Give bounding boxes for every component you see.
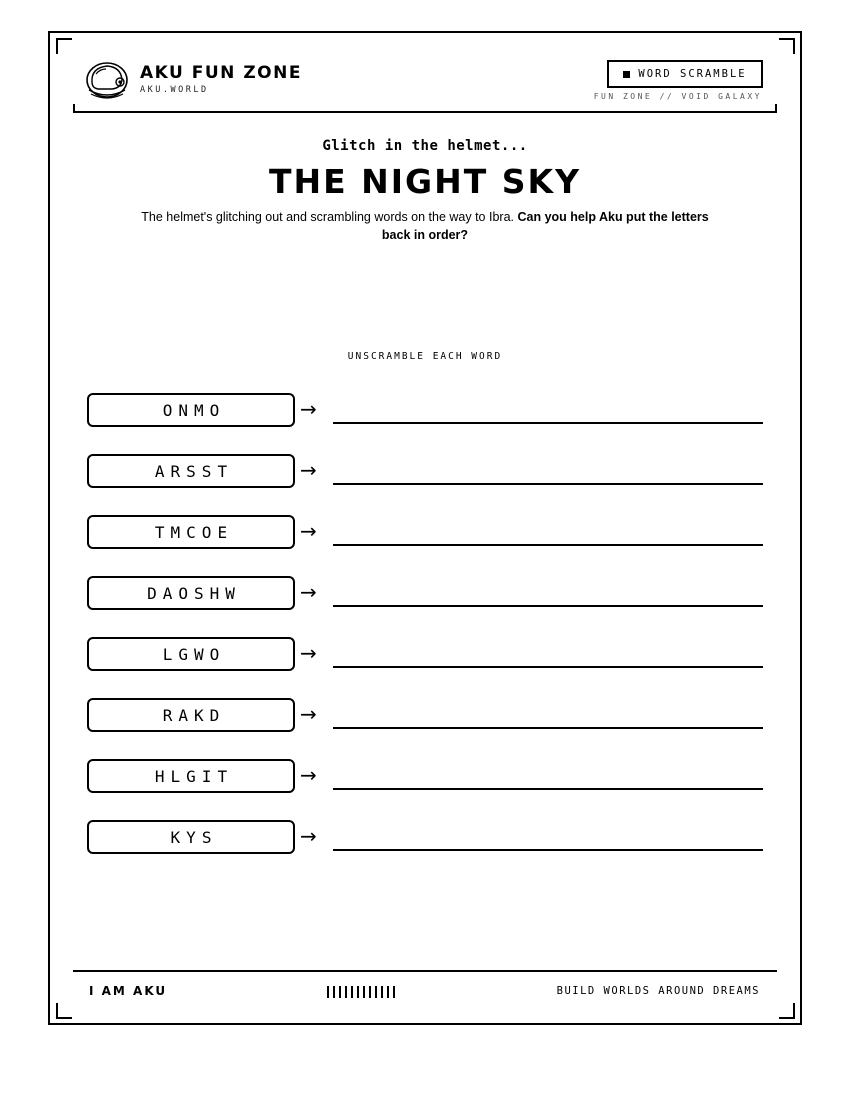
header-divider: [73, 111, 777, 113]
right-arrow-icon: →: [300, 641, 317, 665]
intro-paragraph: [130, 208, 720, 244]
word-row: [87, 637, 763, 671]
word-row: [87, 393, 763, 427]
answer-line[interactable]: [333, 483, 763, 485]
answer-line[interactable]: [333, 727, 763, 729]
right-arrow-icon: →: [300, 397, 317, 421]
answer-line[interactable]: [333, 605, 763, 607]
answer-line[interactable]: [333, 544, 763, 546]
badge-subtitle: FUN ZONE // VOID GALAXY: [593, 92, 762, 101]
answer-line[interactable]: [333, 788, 763, 790]
scrambled-word-box: ONMO: [87, 393, 295, 427]
right-arrow-icon: →: [300, 519, 317, 543]
astronaut-helmet-icon: [86, 60, 130, 100]
word-row: [87, 515, 763, 549]
answer-line[interactable]: [333, 666, 763, 668]
right-arrow-icon: →: [300, 702, 317, 726]
right-arrow-icon: →: [300, 580, 317, 604]
scrambled-word-box: HLGIT: [87, 759, 295, 793]
word-row: [87, 454, 763, 488]
word-row: [87, 576, 763, 610]
square-bullet-icon: [623, 71, 630, 78]
barcode-icon: [327, 986, 395, 998]
header-divider-tick-right: [775, 104, 777, 113]
category-badge: [607, 60, 763, 88]
footer-motto: BUILD WORLDS AROUND DREAMS: [556, 985, 760, 997]
footer-tagline: I AM AKU: [89, 984, 168, 998]
corner-mark-bottom-left: [56, 1003, 72, 1019]
answer-line[interactable]: [333, 849, 763, 851]
scrambled-word-box: LGWO: [87, 637, 295, 671]
page-title: THE NIGHT SKY: [269, 162, 581, 201]
intro-question: Can you help Aku put the letters back in order?: [381, 210, 709, 242]
scrambled-word-box: KYS: [87, 820, 295, 854]
corner-mark-top-left: [56, 38, 72, 54]
right-arrow-icon: →: [300, 824, 317, 848]
brand-subtitle: AKU.WORLD: [140, 85, 209, 95]
footer-divider: [73, 970, 777, 972]
category-badge-label: WORD SCRAMBLE: [638, 68, 747, 80]
answer-line[interactable]: [333, 422, 763, 424]
right-arrow-icon: →: [300, 763, 317, 787]
scrambled-word-box: ARSST: [87, 454, 295, 488]
brand-title: AKU FUN ZONE: [140, 63, 302, 83]
corner-mark-bottom-right: [779, 1003, 795, 1019]
intro-text: The helmet's glitching out and scrambling words on the way to Ibra.: [141, 210, 518, 224]
kicker-text: Glitch in the helmet...: [322, 138, 528, 154]
word-row: [87, 698, 763, 732]
corner-mark-top-right: [779, 38, 795, 54]
scrambled-word-box: RAKD: [87, 698, 295, 732]
word-row: [87, 820, 763, 854]
right-arrow-icon: →: [300, 458, 317, 482]
header-divider-tick-left: [73, 104, 75, 113]
word-row: [87, 759, 763, 793]
scrambled-word-box: TMCOE: [87, 515, 295, 549]
instructions-label: UNSCRAMBLE EACH WORD: [347, 351, 503, 362]
scrambled-word-box: DAOSHW: [87, 576, 295, 610]
